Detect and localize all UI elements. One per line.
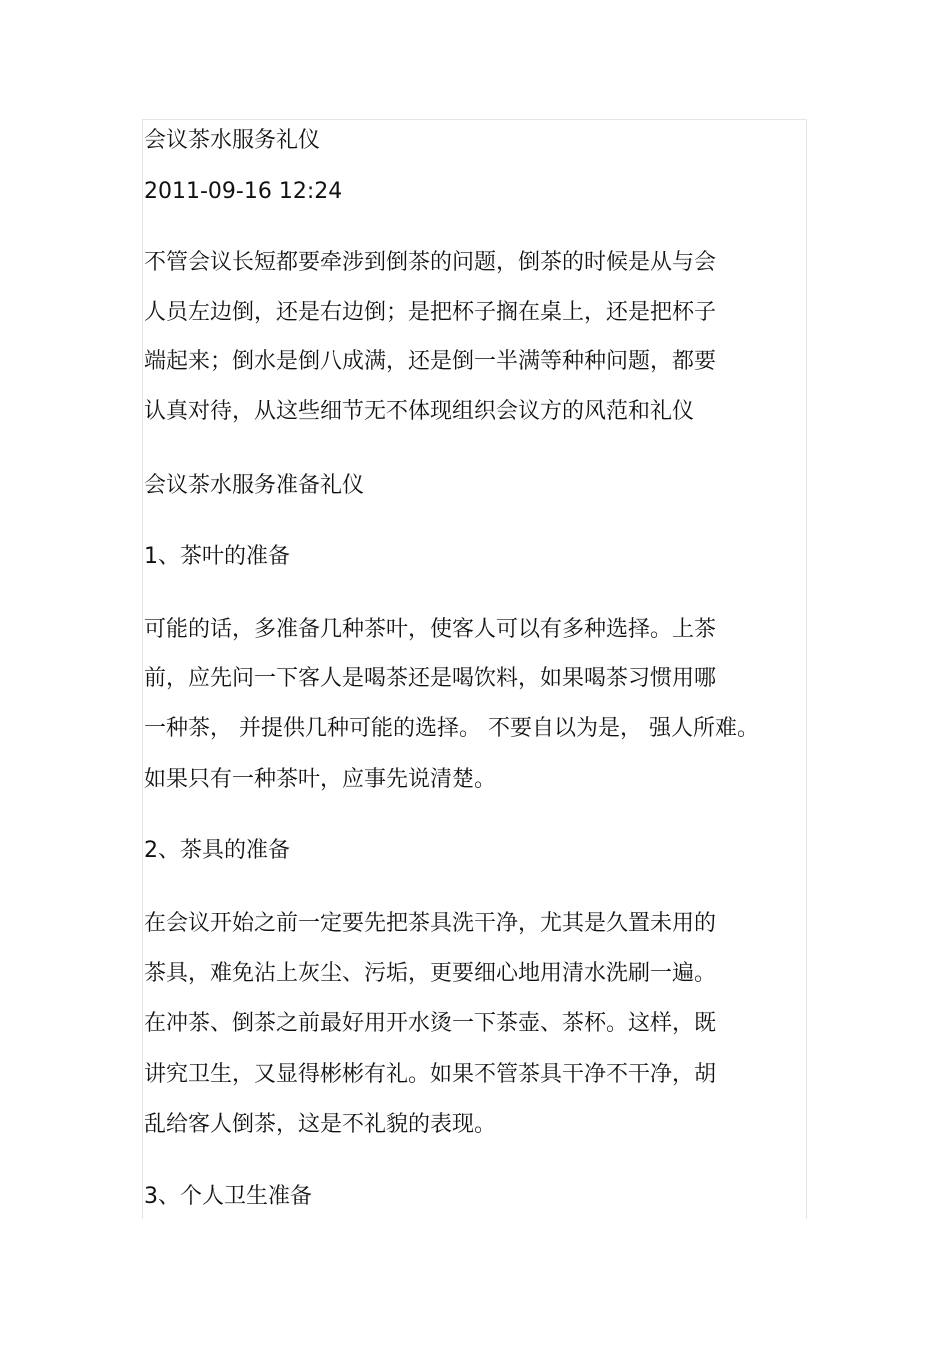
item-paragraph-line: 讲究卫生，又显得彬彬有礼。如果不管茶具干净不干净，胡	[144, 1062, 717, 1087]
item-paragraph-line: 前，应先问一下客人是喝茶还是喝饮料，如果喝茶习惯用哪	[144, 666, 717, 691]
item-paragraph-line: 一种茶， 并提供几种可能的选择。 不要自以为是， 强人所难。	[144, 716, 759, 741]
item-heading: 2、茶具的准备	[144, 838, 290, 863]
document-datetime: 2011-09-16 12:24	[144, 179, 343, 204]
intro-line: 人员左边倒，还是右边倒；是把杯子搁在桌上，还是把杯子	[144, 300, 717, 325]
item-heading: 1、茶叶的准备	[144, 544, 290, 569]
item-paragraph-line: 可能的话，多准备几种茶叶，使客人可以有多种选择。上茶	[144, 617, 717, 642]
document-title: 会议茶水服务礼仪	[144, 128, 321, 153]
item-paragraph-line: 乱给客人倒茶，这是不礼貌的表现。	[144, 1112, 497, 1137]
intro-line: 不管会议长短都要牵涉到倒茶的问题，倒茶的时候是从与会	[144, 250, 717, 275]
item-paragraph-line: 如果只有一种茶叶，应事先说清楚。	[144, 767, 497, 792]
intro-line: 端起来；倒水是倒八成满，还是倒一半满等种种问题，都要	[144, 349, 717, 374]
item-paragraph-line: 在冲茶、倒茶之前最好用开水烫一下茶壶、茶杯。这样，既	[144, 1011, 717, 1036]
section-heading: 会议茶水服务准备礼仪	[144, 473, 365, 498]
item-paragraph-line: 在会议开始之前一定要先把茶具洗干净，尤其是久置未用的	[144, 911, 717, 936]
item-paragraph-line: 茶具，难免沾上灰尘、污垢，更要细心地用清水洗刷一遍。	[144, 961, 717, 986]
intro-line: 认真对待，从这些细节无不体现组织会议方的风范和礼仪	[144, 399, 695, 424]
item-heading: 3、个人卫生准备	[144, 1184, 312, 1209]
